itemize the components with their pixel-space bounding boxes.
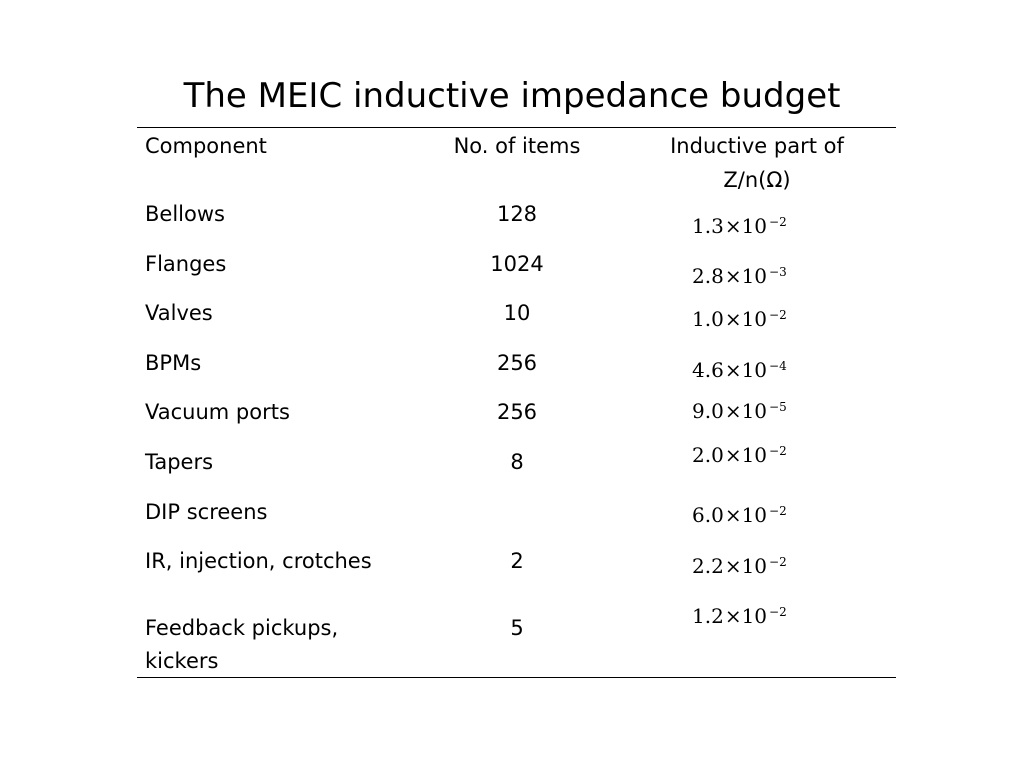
row-inductive-value: 4.6×10 $^{-4}$ bbox=[692, 358, 787, 382]
row-inductive-value: 2.0×10 $^{-2}$ bbox=[692, 443, 787, 467]
header-items: No. of items bbox=[453, 134, 581, 158]
row-component: Feedback pickups, bbox=[145, 616, 339, 640]
impedance-budget-table bbox=[137, 127, 896, 678]
row-inductive-value: 2.2×10 $^{-2}$ bbox=[692, 554, 787, 578]
row-component: DIP screens bbox=[145, 500, 268, 524]
row-inductive-value: 1.2×10 $^{-2}$ bbox=[692, 604, 787, 628]
row-inductive-value: 9.0×10 $^{-5}$ bbox=[692, 399, 787, 423]
row-component: Vacuum ports bbox=[145, 400, 290, 424]
row-items: 256 bbox=[496, 351, 538, 375]
row-component: Bellows bbox=[145, 202, 225, 226]
row-inductive-value: 2.8×10 $^{-3}$ bbox=[692, 264, 787, 288]
row-inductive-value: 1.0×10 $^{-2}$ bbox=[692, 307, 787, 331]
header-inductive-line2: Z/n(Ω) bbox=[723, 168, 791, 192]
row-inductive-value: 6.0×10 $^{-2}$ bbox=[692, 503, 787, 527]
row-component: BPMs bbox=[145, 351, 202, 375]
row-items: 256 bbox=[496, 400, 538, 424]
row-items: 5 bbox=[510, 616, 524, 640]
row-items: 8 bbox=[510, 450, 524, 474]
row-component: Tapers bbox=[145, 450, 214, 474]
row-items: 10 bbox=[503, 301, 531, 325]
row-items: 1024 bbox=[490, 252, 544, 276]
slide-title: The MEIC inductive impedance budget bbox=[183, 76, 841, 116]
row-items: 2 bbox=[510, 549, 524, 573]
row-inductive-value: 1.3×10 $^{-2}$ bbox=[692, 214, 787, 238]
row-component: IR, injection, crotches bbox=[145, 549, 372, 573]
row-component-continued: kickers bbox=[145, 649, 219, 673]
row-component: Flanges bbox=[145, 252, 227, 276]
header-component: Component bbox=[145, 134, 267, 158]
header-inductive-line1: Inductive part of bbox=[670, 134, 844, 158]
row-component: Valves bbox=[145, 301, 213, 325]
row-items: 128 bbox=[496, 202, 538, 226]
